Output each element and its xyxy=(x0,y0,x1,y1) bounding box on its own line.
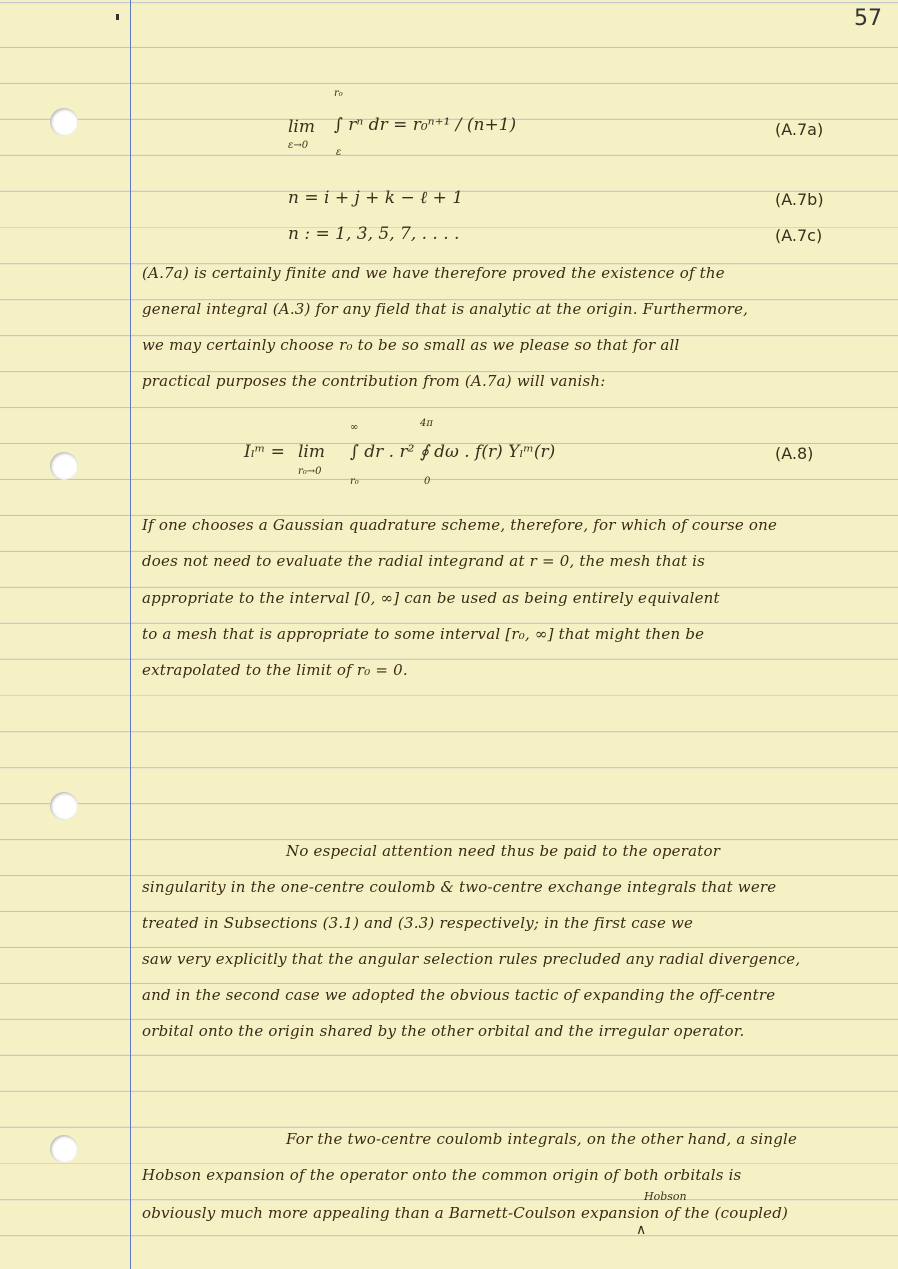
margin-line xyxy=(130,0,131,1269)
eq-a8-body: ∫ dr . r² ∮ dω . f(r) Υₗᵐ(r) xyxy=(350,442,556,462)
eq-a8-lim-sub: r₀→0 xyxy=(298,466,322,477)
tick-mark xyxy=(116,14,119,20)
eq-a8-lhs: Iₗᵐ = xyxy=(244,442,285,462)
punch-hole xyxy=(50,792,78,820)
eq-a8-lim: lim xyxy=(298,442,325,462)
text-line: saw very explicitly that the angular selection rules precluded any radial divergence, xyxy=(142,950,801,968)
page-number: 57 xyxy=(854,6,882,31)
text-line: appropriate to the interval [0, ∞] can be used as being entirely equivalent xyxy=(142,589,720,607)
text-line: (A.7a) is certainly finite and we have therefore proved the existence of the xyxy=(142,264,725,282)
eq-a7a-label: (A.7a) xyxy=(775,120,824,139)
eq-a7c-body: n : = 1, 3, 5, 7, . . . . xyxy=(288,224,460,244)
text-line: we may certainly choose r₀ to be so small as we please so that for all xyxy=(142,336,680,354)
eq-a8-upper1: ∞ xyxy=(350,422,359,433)
eq-a8-lower1: r₀ xyxy=(350,476,359,487)
insertion-word: Hobson xyxy=(644,1190,687,1203)
punch-hole xyxy=(50,1135,78,1163)
text-line: If one chooses a Gaussian quadrature scheme, therefore, for which of course one xyxy=(142,516,778,534)
text-line: No especial attention need thus be paid to the operator xyxy=(286,842,721,860)
text-line: does not need to evaluate the radial integrand at r = 0, the mesh that is xyxy=(142,552,706,570)
text-line: For the two-centre coulomb integrals, on the other hand, a single xyxy=(286,1130,798,1148)
punch-hole xyxy=(50,452,78,480)
eq-a7a-body: ∫ rⁿ dr = r₀ⁿ⁺¹ / (n+1) xyxy=(334,115,517,135)
text-line: extrapolated to the limit of r₀ = 0. xyxy=(142,661,408,679)
eq-a8-upper2: 4π xyxy=(420,418,433,429)
insertion-caret-icon: ∧ xyxy=(636,1222,647,1238)
text-line: practical purposes the contribution from (A.7a) will vanish: xyxy=(142,372,606,390)
eq-a7b-body: n = i + j + k − ℓ + 1 xyxy=(288,188,464,208)
punch-hole xyxy=(50,108,78,136)
text-line: singularity in the one-centre coulomb & two-centre exchange integrals that were xyxy=(142,878,777,896)
eq-a7a-upper-limit: r₀ xyxy=(334,88,343,99)
text-line: orbital onto the origin shared by the other orbital and the irregular operator. xyxy=(142,1022,745,1040)
text-line: general integral (A.3) for any field that is analytic at the origin. Furthermore, xyxy=(142,300,749,318)
text-line: to a mesh that is appropriate to some interval [r₀, ∞] that might then be xyxy=(142,625,705,643)
text-line: obviously much more appealing than a Barnett-Coulson expansion of the (coupled) xyxy=(142,1204,789,1222)
eq-a8-label: (A.8) xyxy=(775,444,814,463)
text-line: treated in Subsections (3.1) and (3.3) respectively; in the first case we xyxy=(142,914,694,932)
eq-a7a-lower-limit: ε xyxy=(336,147,342,158)
eq-a7a-lim-sub: ε→0 xyxy=(288,140,309,151)
eq-a7c-label: (A.7c) xyxy=(775,226,823,245)
text-line: and in the second case we adopted the obvious tactic of expanding the off-centre xyxy=(142,986,776,1004)
eq-a8-lower2: 0 xyxy=(424,476,431,487)
text-line: Hobson expansion of the operator onto the common origin of both orbitals is xyxy=(142,1166,742,1184)
eq-a7b-label: (A.7b) xyxy=(775,190,824,209)
eq-a7a-lim: lim xyxy=(288,117,315,137)
